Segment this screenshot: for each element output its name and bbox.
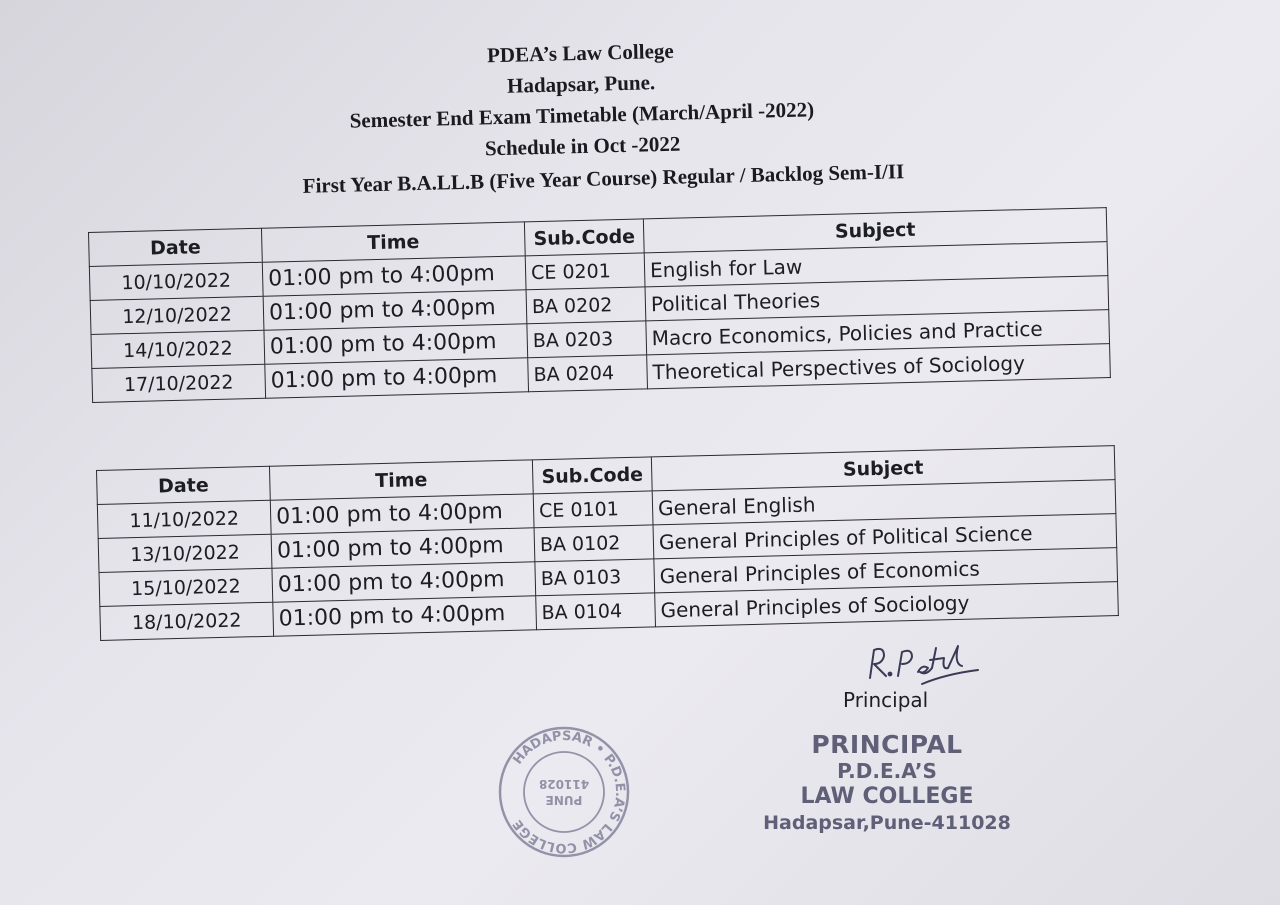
row-date: 14/10/2022 (91, 330, 265, 368)
header-sub-code: Sub.Code (524, 219, 644, 256)
timetable-sem2-table (88, 207, 1111, 403)
stamp-line-pdea: P.D.E.A’S (837, 759, 937, 783)
stamp-line-principal: PRINCIPAL (811, 730, 963, 759)
header-time: Time (269, 460, 533, 500)
row-time: 01:00 pm to 4:00pm (263, 290, 527, 330)
row-date: 18/10/2022 (100, 602, 274, 640)
row-time: 01:00 pm to 4:00pm (271, 528, 535, 568)
timetable-sem1 (96, 445, 1119, 641)
row-subject: Political Theories (645, 276, 1109, 321)
row-sub-code: CE 0201 (525, 253, 645, 290)
timetable-sem1-table (96, 445, 1119, 641)
row-subject: General Principles of Political Science (653, 514, 1117, 559)
row-time: 01:00 pm to 4:00pm (262, 256, 526, 296)
row-date: 17/10/2022 (92, 364, 266, 402)
header-subject: Subject (651, 446, 1115, 491)
row-date: 13/10/2022 (98, 534, 272, 572)
header-sub-code: Sub.Code (532, 457, 652, 494)
college-name: PDEA’s Law College (486, 38, 674, 68)
row-subject: English for Law (644, 242, 1108, 287)
document-heading (200, 29, 964, 205)
college-seal (494, 722, 634, 862)
row-date: 10/10/2022 (89, 262, 263, 300)
row-subject: Theoretical Perspectives of Sociology (647, 344, 1111, 389)
row-sub-code: BA 0202 (526, 287, 646, 324)
row-sub-code: CE 0101 (533, 491, 653, 528)
exam-title: Semester End Exam Timetable (March/April -2022) (349, 97, 815, 133)
row-sub-code: BA 0103 (535, 559, 655, 596)
timetable-sem2 (88, 207, 1111, 403)
college-location: Hadapsar, Pune. (506, 70, 656, 98)
stamp-line-college: LAW COLLEGE (800, 784, 974, 809)
row-sub-code: BA 0104 (536, 593, 656, 630)
header-date: Date (97, 466, 271, 504)
row-sub-code: BA 0204 (528, 355, 648, 392)
course-title: First Year B.A.LL.B (Five Year Course) Regular / Backlog Sem-I/II (302, 159, 905, 198)
seal-ring-text: HADAPSAR • P.D.E.A’S LAW COLLEGE (510, 728, 628, 856)
row-date: 12/10/2022 (90, 296, 264, 334)
seal-center-top: PUNE (545, 793, 583, 807)
principal-signature (862, 640, 982, 688)
row-time: 01:00 pm to 4:00pm (273, 596, 537, 636)
exam-schedule: Schedule in Oct -2022 (484, 131, 681, 161)
stamp-line-address: Hadapsar,Pune-411028 (763, 812, 1011, 834)
principal-label: Principal (843, 688, 929, 712)
row-sub-code: BA 0203 (527, 321, 647, 358)
row-time: 01:00 pm to 4:00pm (270, 494, 534, 534)
row-time: 01:00 pm to 4:00pm (264, 324, 528, 364)
header-subject: Subject (643, 208, 1107, 253)
row-date: 15/10/2022 (99, 568, 273, 606)
header-date: Date (89, 228, 263, 266)
row-date: 11/10/2022 (97, 500, 271, 538)
row-subject: General English (652, 480, 1116, 525)
row-subject: General Principles of Sociology (655, 582, 1119, 627)
header-time: Time (261, 222, 525, 262)
row-time: 01:00 pm to 4:00pm (272, 562, 536, 602)
row-sub-code: BA 0102 (534, 525, 654, 562)
row-subject: General Principles of Economics (654, 548, 1118, 593)
principal-stamp (762, 732, 1012, 836)
seal-center-bottom: 411028 (538, 777, 590, 791)
row-time: 01:00 pm to 4:00pm (265, 358, 529, 398)
row-subject: Macro Economics, Policies and Practice (646, 310, 1110, 355)
